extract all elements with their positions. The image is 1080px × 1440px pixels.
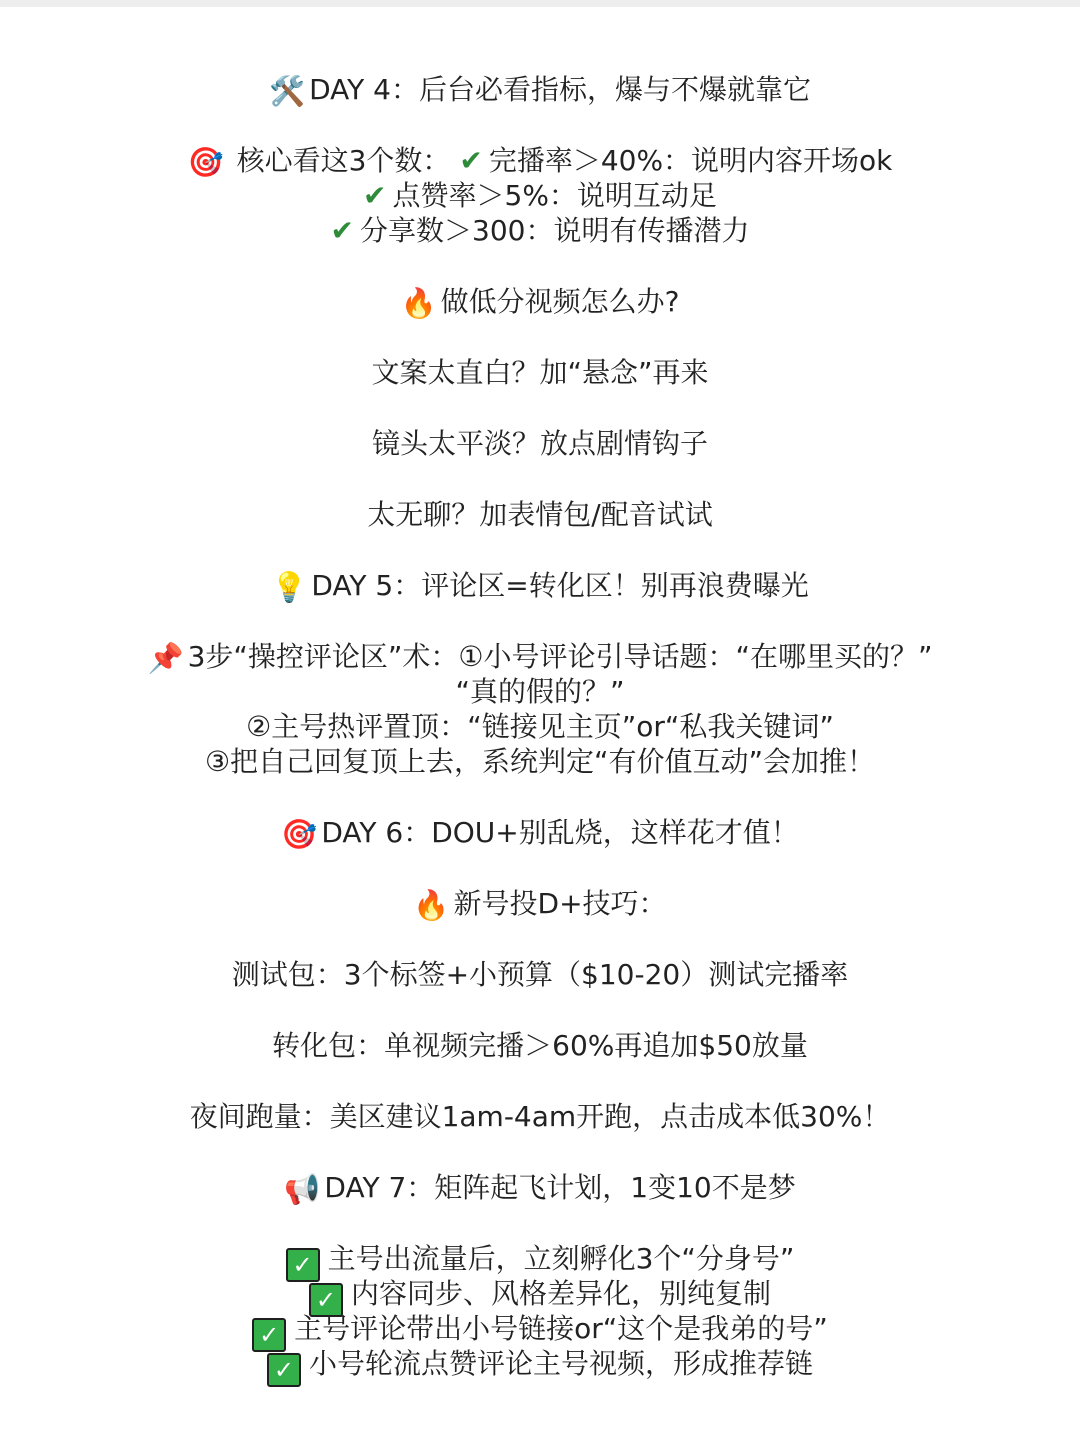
tools-icon: 🛠️ xyxy=(269,74,306,108)
metric-completion: 完播率＞40%：说明内容开场ok xyxy=(488,144,893,177)
comment-steps-line2: “真的假的？” xyxy=(455,675,625,708)
fire-icon: 🔥 xyxy=(413,888,450,922)
check-icon: ✔ xyxy=(459,144,483,177)
day7-title: 📢 DAY 7：矩阵起飞计划，1变10不是梦 xyxy=(284,1171,796,1206)
low-score-title: 🔥 做低分视频怎么办? xyxy=(400,285,680,320)
comment-steps-line4: ③把自己回复顶上去，系统判定“有价值互动”会加推！ xyxy=(204,745,876,778)
dou-tips-title: 🔥 新号投D+技巧： xyxy=(413,887,667,922)
target-icon: 🎯 xyxy=(187,145,224,179)
tip-copywriting: 文案太直白？加“悬念”再来 xyxy=(371,356,709,389)
metric-share: 分享数＞300：说明有传播潜力 xyxy=(360,214,750,247)
metric-like-line xyxy=(0,178,1080,213)
check-icon: ✔ xyxy=(363,179,387,212)
matrix-item: ✓ 主号评论带出小号链接or“这个是我弟的号” xyxy=(0,1311,1080,1346)
conversion-pack: 转化包：单视频完播＞60%再追加$50放量 xyxy=(272,1029,808,1062)
matrix-item: ✓ 主号出流量后，立刻孵化3个“分身号” xyxy=(0,1241,1080,1276)
check-icon: ✔ xyxy=(330,214,354,247)
check-box-icon: ✓ xyxy=(252,1318,286,1352)
check-box-icon: ✓ xyxy=(309,1283,343,1317)
day6-title: 🎯 DAY 6：DOU+别乱烧，这样花才值！ xyxy=(281,816,799,851)
metric-like: 点赞率＞5%：说明互动足 xyxy=(392,179,717,212)
tip-boring: 太无聊？加表情包/配音试试 xyxy=(367,498,713,531)
day4-title: 🛠️ DAY 4：后台必看指标，爆与不爆就靠它 xyxy=(269,73,811,108)
fire-icon: 🔥 xyxy=(400,286,437,320)
matrix-item: ✓ 小号轮流点赞评论主号视频，形成推荐链 xyxy=(0,1346,1080,1381)
megaphone-icon: 📢 xyxy=(284,1172,321,1206)
note-body xyxy=(0,72,1080,1384)
comment-steps-line3: ②主号热评置顶：“链接见主页”or“私我关键词” xyxy=(246,710,834,743)
check-box-icon: ✓ xyxy=(286,1248,320,1282)
night-run: 夜间跑量：美区建议1am-4am开跑，点击成本低30%！ xyxy=(189,1100,891,1133)
target-icon: 🎯 xyxy=(281,817,318,851)
day5-title: 💡 DAY 5：评论区=转化区！别再浪费曝光 xyxy=(271,569,809,604)
matrix-item: ✓ 内容同步、风格差异化，别纯复制 xyxy=(0,1276,1080,1311)
test-pack: 测试包：3个标签+小预算（$10-20）测试完播率 xyxy=(231,958,849,991)
core-metrics-line xyxy=(0,143,1080,178)
comment-steps-line1: 📌 3步“操控评论区”术：①小号评论引导话题：“在哪里买的？” xyxy=(147,640,933,675)
bulb-icon: 💡 xyxy=(271,570,308,604)
metric-share-line xyxy=(0,213,1080,248)
core-label: 核心看这3个数： xyxy=(236,144,451,177)
check-box-icon: ✓ xyxy=(267,1353,301,1387)
tip-camera: 镜头太平淡？放点剧情钩子 xyxy=(371,427,708,460)
pin-icon: 📌 xyxy=(147,641,184,675)
top-divider xyxy=(0,0,1080,7)
